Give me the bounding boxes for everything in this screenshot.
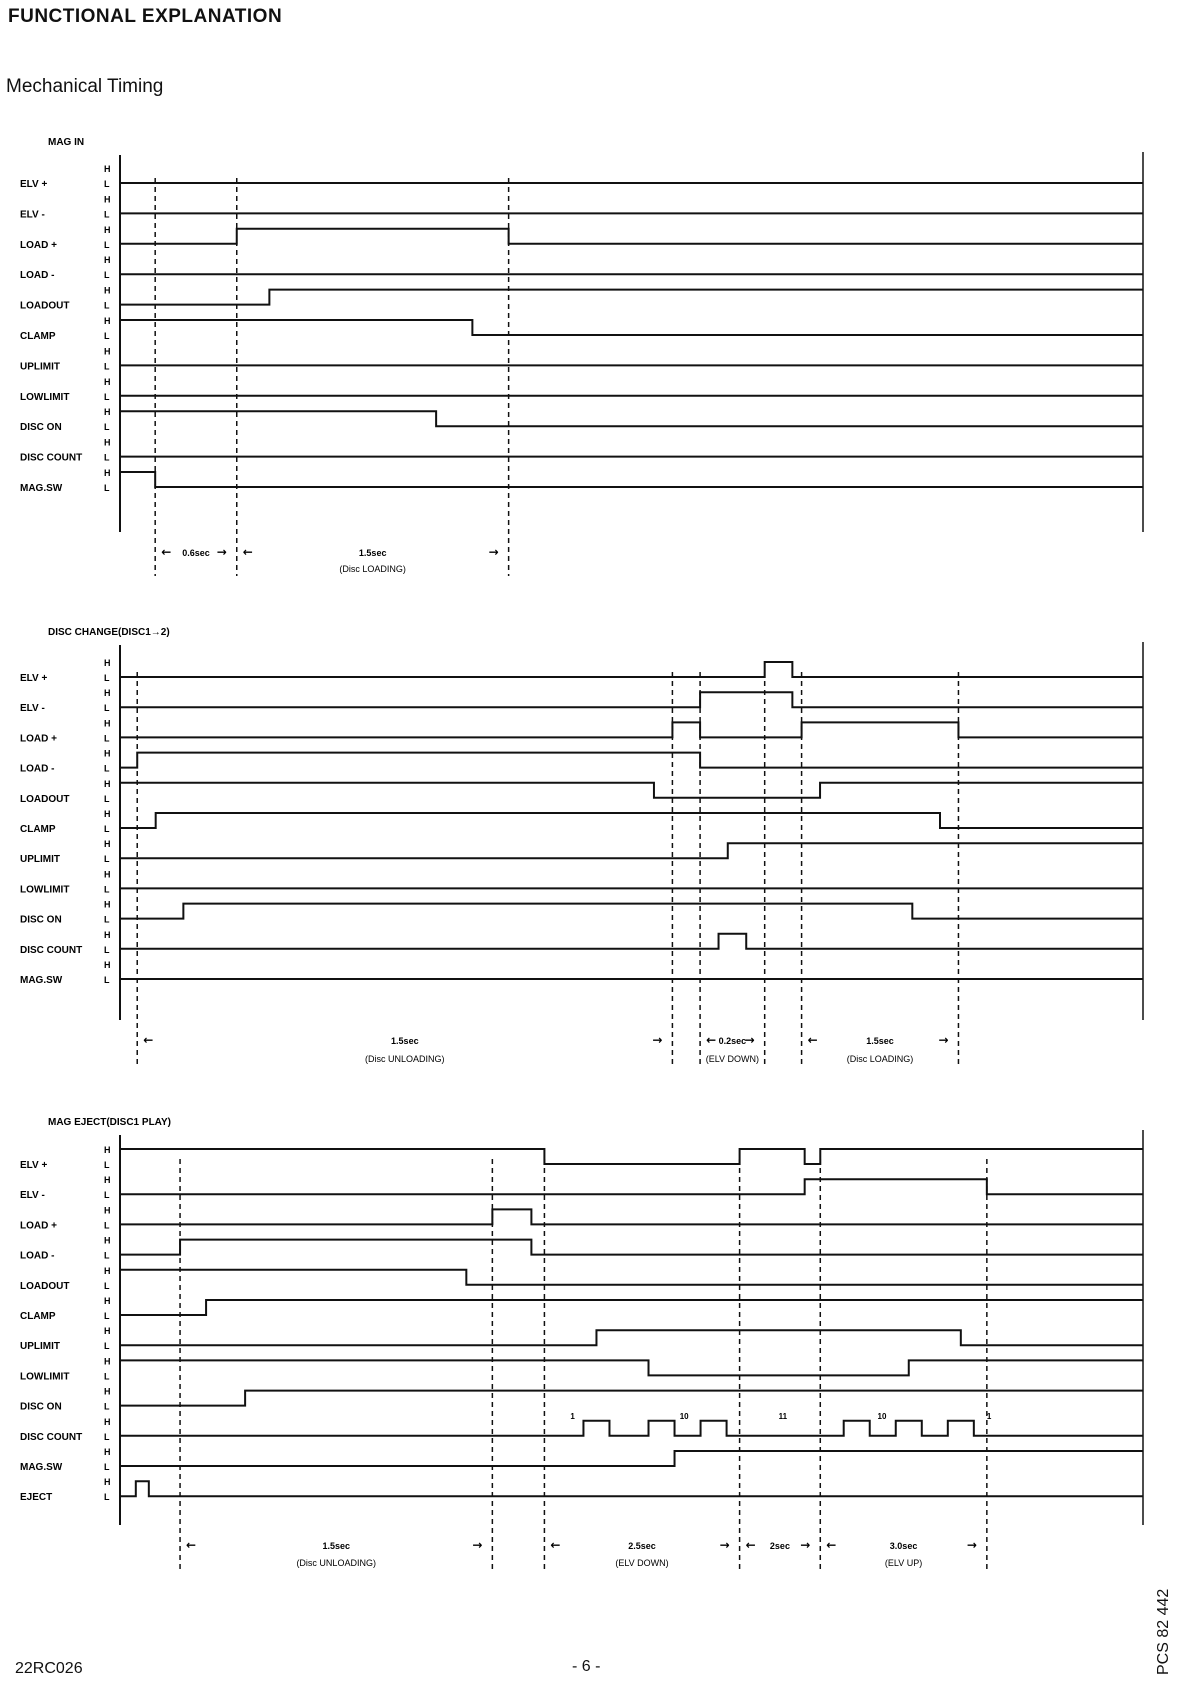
signal-name: ELV +: [20, 1160, 48, 1171]
diagram-title: MAG IN: [48, 137, 85, 148]
section-subheading: Mechanical Timing: [6, 76, 164, 97]
signal-name: LOAD +: [20, 239, 57, 251]
level-low-label: L: [104, 763, 110, 774]
signal-waveform: [120, 411, 1143, 426]
signal-waveform: [120, 1360, 1143, 1375]
arrow-left-icon: ←: [143, 1033, 154, 1047]
signal-name: LOAD +: [20, 1220, 57, 1232]
signal-waveform: [120, 1481, 1143, 1496]
level-high-label: H: [104, 1416, 111, 1427]
signal-waveform: [120, 1330, 1143, 1345]
level-high-label: H: [104, 899, 111, 910]
level-high-label: H: [104, 1205, 111, 1216]
signal-name: LOAD +: [20, 733, 57, 745]
level-low-label: L: [104, 854, 110, 865]
signal-name: CLAMP: [20, 1311, 56, 1322]
signal-name: ELV +: [20, 179, 48, 190]
diagram-title: MAG EJECT(DISC1 PLAY): [48, 1117, 171, 1128]
level-high-label: H: [104, 194, 111, 205]
timing-chart-disc-change: [20, 627, 1143, 1066]
duration-label: 3.0sec: [889, 1541, 918, 1551]
phase-label: (Disc UNLOADING): [296, 1558, 376, 1568]
level-high-label: H: [104, 407, 111, 418]
phase-label: (Disc LOADING): [339, 564, 406, 574]
signal-waveform: [120, 472, 1143, 487]
level-low-label: L: [104, 944, 110, 955]
signal-waveform: [120, 1270, 1143, 1285]
duration-label: 2.5sec: [628, 1541, 656, 1551]
level-high-label: H: [104, 839, 111, 850]
level-low-label: L: [104, 1250, 110, 1261]
arrow-left-icon: ←: [186, 1538, 197, 1552]
level-high-label: H: [104, 1175, 111, 1186]
duration-label: 1.5sec: [391, 1036, 419, 1046]
signal-waveform: [120, 753, 1143, 768]
level-low-label: L: [104, 452, 110, 463]
level-low-label: L: [104, 300, 110, 311]
level-low-label: L: [104, 483, 110, 493]
level-low-label: L: [104, 1160, 110, 1170]
level-high-label: H: [104, 164, 111, 174]
signal-name: EJECT: [20, 1492, 53, 1504]
level-low-label: L: [104, 331, 110, 341]
level-high-label: H: [104, 1356, 111, 1367]
level-high-label: H: [104, 468, 111, 478]
arrow-right-icon: →: [938, 1033, 949, 1047]
level-high-label: H: [104, 1477, 111, 1488]
pulse-count-label: 11: [778, 1411, 788, 1421]
signal-name: LOWLIMIT: [20, 391, 70, 403]
level-low-label: L: [104, 239, 110, 250]
level-low-label: L: [104, 1220, 110, 1231]
signal-waveform: [120, 692, 1143, 707]
signal-waveform: [120, 1300, 1143, 1315]
level-high-label: H: [104, 316, 111, 326]
signal-name: MAG.SW: [20, 483, 63, 494]
duration-label: 0.6sec: [182, 548, 210, 558]
level-high-label: H: [104, 718, 111, 729]
level-high-label: H: [104, 960, 111, 970]
signal-name: LOAD -: [20, 270, 55, 282]
level-low-label: L: [104, 733, 110, 744]
level-high-label: H: [104, 224, 111, 235]
signal-name: LOADOUT: [20, 1280, 70, 1292]
signal-name: DISC COUNT: [20, 1431, 83, 1443]
level-high-label: H: [104, 1296, 111, 1306]
signal-waveform: [120, 1391, 1143, 1406]
phase-label: (ELV DOWN): [705, 1054, 760, 1064]
level-high-label: H: [104, 809, 111, 819]
level-low-label: L: [104, 673, 110, 683]
level-low-label: L: [104, 361, 110, 372]
level-high-label: H: [104, 437, 111, 448]
signal-name: UPLIMIT: [20, 1341, 60, 1353]
duration-label: 1.5sec: [322, 1541, 350, 1551]
signal-waveform: [120, 229, 1143, 244]
arrow-right-icon: →: [652, 1033, 663, 1047]
level-low-label: L: [104, 1280, 110, 1291]
level-low-label: L: [104, 422, 110, 433]
level-high-label: H: [104, 1145, 111, 1155]
signal-name: LOADOUT: [20, 300, 70, 312]
signal-name: ELV -: [20, 209, 45, 221]
level-high-label: H: [104, 1326, 111, 1337]
side-reference-code: PCS 82 442: [1155, 1588, 1172, 1675]
signal-name: LOADOUT: [20, 793, 70, 805]
level-high-label: H: [104, 376, 111, 387]
phase-label: (ELV DOWN): [615, 1558, 669, 1568]
level-high-label: H: [104, 255, 111, 266]
level-low-label: L: [104, 270, 110, 281]
signal-name: DISC ON: [20, 422, 62, 434]
signal-name: ELV +: [20, 673, 48, 684]
phase-label: (ELV UP): [884, 1558, 923, 1568]
level-low-label: L: [104, 703, 110, 714]
signal-name: DISC ON: [20, 1401, 62, 1413]
level-high-label: H: [104, 748, 111, 759]
signal-name: ELV -: [20, 1190, 45, 1202]
diagram-title: DISC CHANGE(DISC1→2): [48, 627, 170, 638]
level-high-label: H: [104, 869, 111, 880]
signal-name: ELV -: [20, 703, 45, 715]
level-high-label: H: [104, 285, 111, 296]
level-low-label: L: [104, 179, 110, 189]
level-low-label: L: [104, 1431, 110, 1442]
signal-waveform: [120, 1209, 1143, 1224]
pulse-count-label: 10: [679, 1411, 689, 1421]
arrow-left-icon: ←: [826, 1538, 837, 1552]
signal-name: LOWLIMIT: [20, 884, 70, 896]
signal-name: DISC COUNT: [20, 452, 83, 464]
signal-waveform: [120, 290, 1143, 305]
signal-name: UPLIMIT: [20, 854, 60, 866]
level-low-label: L: [104, 1492, 110, 1503]
timing-chart-mag-eject: [20, 1117, 1143, 1570]
arrow-right-icon: →: [216, 545, 227, 559]
signal-waveform: [120, 662, 1143, 677]
level-low-label: L: [104, 1371, 110, 1382]
signal-waveform: [120, 1451, 1143, 1466]
phase-label: (Disc UNLOADING): [365, 1054, 445, 1064]
arrow-right-icon: →: [719, 1538, 730, 1552]
level-low-label: L: [104, 824, 110, 834]
duration-label: 2sec: [769, 1541, 790, 1551]
signal-name: LOAD -: [20, 1250, 55, 1262]
arrow-left-icon: ←: [161, 545, 172, 559]
duration-label: 1.5sec: [866, 1036, 894, 1046]
signal-name: MAG.SW: [20, 1462, 63, 1473]
page-number: - 6 -: [572, 1658, 601, 1675]
signal-name: DISC COUNT: [20, 944, 83, 956]
level-high-label: H: [104, 1265, 111, 1276]
signal-name: CLAMP: [20, 331, 56, 342]
level-high-label: H: [104, 1235, 111, 1246]
arrow-right-icon: →: [966, 1538, 977, 1552]
level-low-label: L: [104, 975, 110, 985]
level-low-label: L: [104, 884, 110, 895]
level-high-label: H: [104, 688, 111, 699]
arrow-right-icon: →: [744, 1033, 755, 1047]
signal-waveform: [120, 320, 1143, 335]
arrow-left-icon: ←: [242, 545, 253, 559]
document-code: 22RC026: [15, 1660, 83, 1677]
signal-name: LOWLIMIT: [20, 1371, 70, 1383]
arrow-left-icon: ←: [706, 1033, 717, 1047]
signal-name: LOAD -: [20, 763, 55, 775]
signal-name: UPLIMIT: [20, 361, 60, 373]
signal-waveform: [120, 783, 1143, 798]
signal-waveform: [120, 1240, 1143, 1255]
arrow-right-icon: →: [800, 1538, 811, 1552]
pulse-count-label: 1: [986, 1411, 992, 1421]
level-high-label: H: [104, 346, 111, 357]
duration-label: 1.5sec: [358, 548, 387, 558]
signal-waveform: [120, 904, 1143, 919]
page-heading: FUNCTIONAL EXPLANATION: [8, 6, 283, 27]
duration-label: 0.2sec: [718, 1036, 747, 1046]
arrow-left-icon: ←: [745, 1538, 756, 1552]
level-low-label: L: [104, 914, 110, 925]
level-low-label: L: [104, 1311, 110, 1321]
level-high-label: H: [104, 929, 111, 940]
signal-waveform: [120, 1149, 1143, 1164]
arrow-right-icon: →: [488, 545, 499, 559]
level-low-label: L: [104, 793, 110, 804]
arrow-right-icon: →: [472, 1538, 483, 1552]
level-high-label: H: [104, 658, 111, 668]
pulse-count-label: 10: [877, 1411, 887, 1421]
signal-name: MAG.SW: [20, 975, 63, 986]
phase-label: (Disc LOADING): [846, 1054, 914, 1064]
signal-waveform: [120, 722, 1143, 737]
level-high-label: H: [104, 778, 111, 789]
arrow-left-icon: ←: [807, 1033, 818, 1047]
level-high-label: H: [104, 1386, 111, 1397]
signal-name: CLAMP: [20, 824, 56, 835]
timing-chart-mag-in: [20, 137, 1143, 576]
signal-waveform: [120, 843, 1143, 858]
level-low-label: L: [104, 1401, 110, 1412]
level-low-label: L: [104, 209, 110, 220]
level-low-label: L: [104, 1341, 110, 1352]
level-high-label: H: [104, 1447, 111, 1457]
signal-waveform: [120, 934, 1143, 949]
level-low-label: L: [104, 1190, 110, 1201]
signal-waveform: [120, 813, 1143, 828]
signal-waveform: [120, 1421, 1143, 1436]
level-low-label: L: [104, 1462, 110, 1472]
level-low-label: L: [104, 391, 110, 402]
arrow-left-icon: ←: [550, 1538, 561, 1552]
signal-name: DISC ON: [20, 914, 62, 926]
signal-waveform: [120, 1179, 1143, 1194]
pulse-count-label: 1: [570, 1411, 575, 1421]
